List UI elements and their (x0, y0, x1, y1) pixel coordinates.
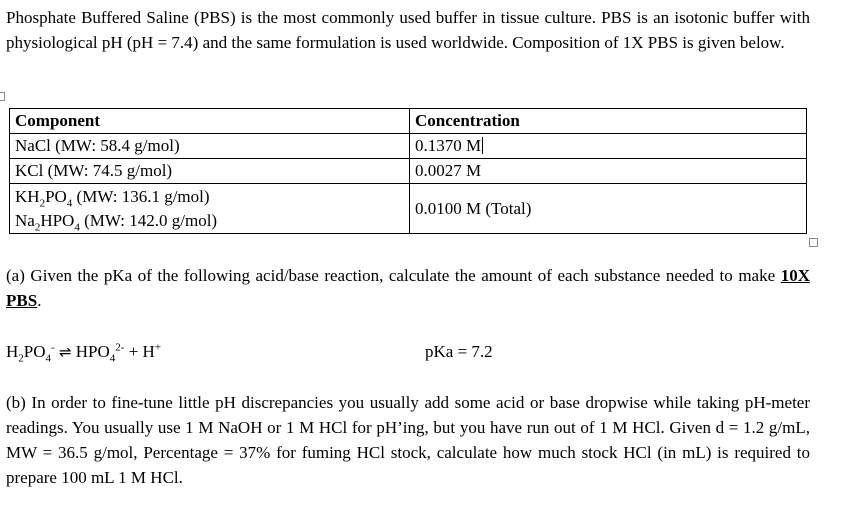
equilibrium-equation: $H_2PO_4^-$ ⇌ $HPO_4^{2-} + H^+$ (6, 341, 162, 365)
table-move-handle[interactable] (0, 92, 5, 101)
equilibrium-arrow-icon: ⇌ (58, 343, 72, 361)
cell-component-phosphates (10, 184, 410, 234)
intro-paragraph: Phosphate Buffered Saline (PBS) is the most commonly used buffer in tissue culture. PBS is an isotonic buffer with physiological pH (pH = 7.4) and the same formulation is used worldwide. Composition of 1X PBS is given below. (6, 8, 810, 52)
table-row (10, 159, 807, 184)
component-kh2po4: $KH_2PO_4$ (MW: 136.1 g/mol) (15, 186, 210, 209)
question-a: (a) Given the pKa of the following acid/base reaction, calculate the amount of each substance needed to make 10X PBS. (6, 266, 810, 310)
cell-concentration: 0.0027 M (410, 159, 807, 184)
emphasis-10x-pbs: 10X PBS (6, 266, 810, 310)
pka-value: pKa = 7.2 (425, 342, 493, 361)
header-component: Component (10, 109, 410, 134)
table-row (10, 134, 807, 159)
pbs-composition-table (9, 108, 807, 234)
cell-concentration: 0.0100 M (Total) (410, 184, 807, 234)
table-resize-handle[interactable] (809, 238, 818, 247)
table-row (10, 184, 807, 234)
cell-component: KCl (MW: 74.5 g/mol) (10, 159, 410, 184)
question-b: (b) In order to fine-tune little pH discrepancies you usually add some acid or base dropwise while taking pH-meter readings. You usually use 1 M NaOH or 1 M HCl for pH’ing, but you have run out of 1 M HCl. Given d = 1.2 g/mL, MW = 36.5 g/mol, Percentage = 37% for fuming HCl stock, calculate how much stock HCl (in mL) is required to prepare 100 mL 1 M HCl. (6, 393, 810, 487)
text-cursor (482, 137, 483, 154)
concentration-value: 0.1370 M (415, 136, 482, 155)
cell-component: NaCl (MW: 58.4 g/mol) (10, 134, 410, 159)
table-header-row (10, 109, 807, 134)
component-na2hpo4: $Na_2HPO_4$ (MW: 142.0 g/mol) (15, 210, 218, 233)
header-concentration: Concentration (410, 109, 807, 134)
cell-concentration[interactable] (410, 134, 807, 159)
